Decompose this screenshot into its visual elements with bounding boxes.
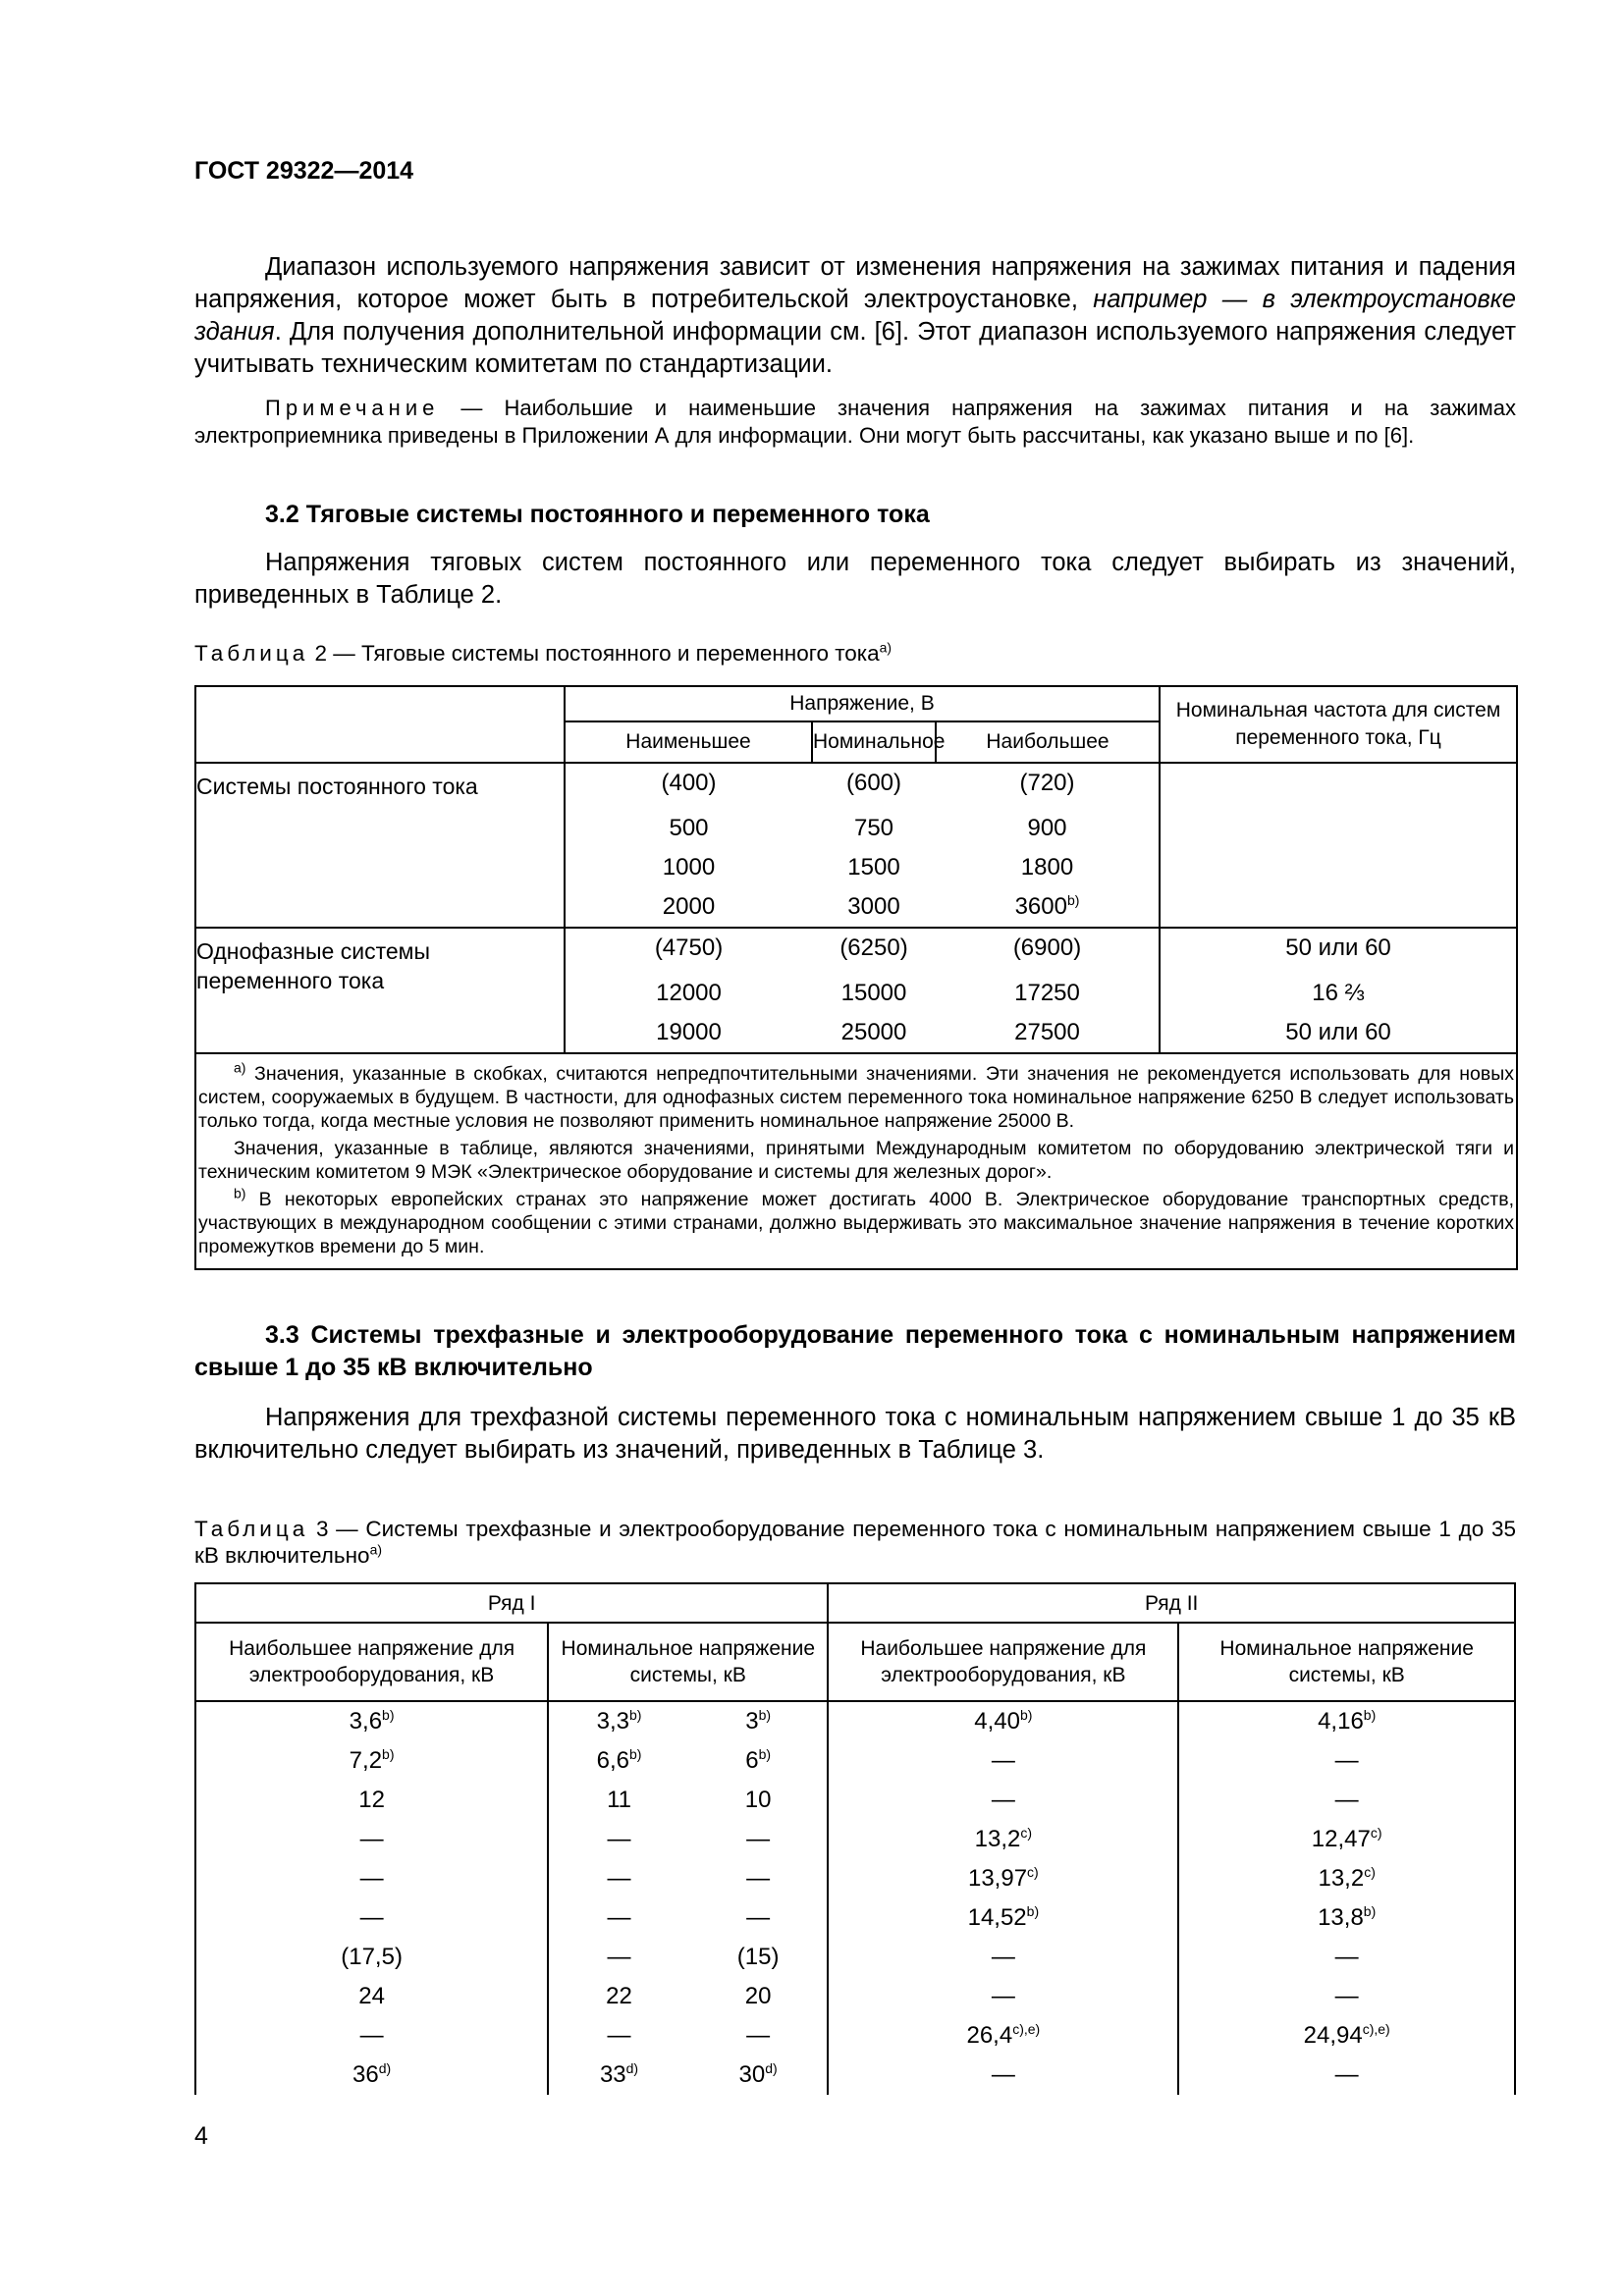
table3-row [195, 1820, 1515, 1859]
table2-dc-nom: (600) [845, 770, 902, 796]
table3-c3-footnote: c),e) [1012, 2021, 1041, 2037]
table3-c4-value: 4,16 [1318, 1708, 1364, 1735]
document-header: ГОСТ 29322—2014 [194, 157, 414, 185]
table3-c2a-footnote: d) [625, 2060, 639, 2076]
table3-c2a-value: 3,3 [596, 1708, 629, 1735]
table3-c1-value: — [359, 2022, 384, 2049]
table2-ac-max: 17250 [1014, 980, 1080, 1006]
table2 [194, 685, 1518, 1270]
table3-c1 [195, 1859, 548, 1898]
table3-c1-value: 24 [358, 1983, 385, 2009]
table3-c3 [828, 2056, 1178, 2095]
table2-dc-freq [1160, 763, 1517, 928]
table3-c3 [828, 1820, 1178, 1859]
table3-c3 [828, 1781, 1178, 1820]
table2-dc-max [936, 763, 1160, 809]
table3-c2b-value: 6 [745, 1747, 759, 1774]
table3-c4 [1178, 1859, 1515, 1898]
table3-row [195, 2056, 1515, 2095]
table2-empty-header [195, 686, 565, 763]
table3-c3 [828, 2016, 1178, 2056]
table3-c3-value: 13,2 [974, 1826, 1021, 1852]
table3-c1 [195, 1898, 548, 1938]
note-paragraph [194, 395, 1516, 450]
table3-c3-footnote: c) [1027, 1864, 1039, 1880]
table3-c1-value: (17,5) [341, 1944, 403, 1970]
table2-dc-min: 500 [669, 815, 709, 841]
table3-c3 [828, 1898, 1178, 1938]
table3-row [195, 1701, 1515, 1741]
table3-c2b [689, 2056, 829, 2095]
table3-c1-footnote: b) [382, 1746, 395, 1762]
table3-caption-text: 3 — Системы трехфазные и электрооборудование переменного тока с номинальным напряжением свыше 1 до 35 кВ включительно [194, 1517, 1516, 1568]
table2-dc-nom: 3000 [847, 893, 900, 920]
table2-ac-label: Однофазные системы переменного тока [195, 928, 565, 1053]
table3-c2b-value: — [746, 1904, 771, 1931]
table3-c3-value: — [991, 2061, 1015, 2088]
table3-c2a [548, 1938, 689, 1977]
table2-ac-nom: 15000 [840, 980, 907, 1006]
table3-c4-footnote: c) [1370, 1825, 1382, 1841]
table2-dc-max-value: 900 [1027, 815, 1067, 841]
table3-c3 [828, 1701, 1178, 1741]
table2-header-max: Наибольшее [936, 721, 1160, 763]
table3-header-row1: Ряд I [195, 1583, 828, 1623]
table3-c1-value: 36 [352, 2061, 379, 2088]
table2-dc-max [936, 887, 1160, 928]
table3-caption [194, 1516, 1516, 1569]
table3-c3-footnote: b) [1026, 1903, 1040, 1919]
table3-c2a-value: 6,6 [596, 1747, 629, 1774]
table3-c4 [1178, 1898, 1515, 1938]
table2-header-voltage: Напряжение, В [565, 686, 1160, 721]
table2-dc-max [936, 809, 1160, 848]
table3-c2b-value: — [746, 1826, 771, 1852]
table3-c2b [689, 1741, 829, 1781]
table3-c2a [548, 1898, 689, 1938]
table2-note-b [198, 1185, 1514, 1258]
table3-row [195, 1977, 1515, 2016]
table3-header-c4: Номинальное напряжение системы, кВ [1178, 1623, 1515, 1701]
page-number: 4 [194, 2122, 208, 2150]
table3-c2a [548, 2016, 689, 2056]
table2-ac-min: 12000 [656, 980, 722, 1006]
table3-c2a-value: — [607, 2022, 631, 2049]
table3-c4-value: — [1334, 1747, 1359, 1774]
table2-dc-label: Системы постоянного тока [195, 763, 565, 928]
table3-c4 [1178, 1741, 1515, 1781]
table3-c2b-footnote: b) [758, 1707, 772, 1723]
table3-c2a-value: — [607, 1904, 631, 1931]
table3-header-row2: Ряд II [828, 1583, 1515, 1623]
table2-dc-max-value: 1800 [1020, 854, 1074, 881]
table3-c1 [195, 1938, 548, 1977]
table3-c2b [689, 1701, 829, 1741]
section-3-3 [194, 1319, 1516, 1467]
table2-note-a-mark: a) [234, 1059, 246, 1076]
intro-text: Диапазон используемого напряжения зависит от изменения напряжения на зажимах питания и падения напряжения, которое может быть в потребительской электроустановке, [194, 253, 1516, 313]
intro-paragraph [194, 251, 1516, 381]
table3-c3-value: 13,97 [967, 1865, 1028, 1892]
table3-c1-value: — [359, 1826, 384, 1852]
table3-c4-value: 13,8 [1318, 1904, 1364, 1931]
table3-row [195, 1741, 1515, 1781]
table3-c3-value: 26,4 [966, 2022, 1013, 2049]
table3-c4 [1178, 2016, 1515, 2056]
table3-c2a-value: — [607, 1826, 631, 1852]
section-3-3-paragraph: Напряжения для трехфазной системы переменного тока с номинальным напряжением свыше 1 до 35 кВ включительно следует выбирать из значений, приведенных в Таблице 3. [194, 1404, 1516, 1464]
table3-header-c3: Наибольшее напряжение для электрооборудования, кВ [828, 1623, 1178, 1701]
table3-c3-value: — [991, 1983, 1015, 2009]
table2-dc-min: (400) [661, 770, 717, 796]
section-3-2-paragraph: Напряжения тяговых систем постоянного или переменного тока следует выбирать из значений, приведенных в Таблице 2. [194, 549, 1516, 609]
table3-c4-footnote: c) [1364, 1864, 1376, 1880]
table2-header-nom: Номинальное [812, 721, 936, 763]
table3-c2b-value: 20 [744, 1983, 772, 2009]
table3-c4-value: 13,2 [1318, 1865, 1365, 1892]
table3-c1 [195, 2056, 548, 2095]
table3-c4-value: — [1334, 1983, 1359, 2009]
table3-c4-value: — [1334, 1944, 1359, 1970]
table3-c2a [548, 1977, 689, 2016]
table3-c2b [689, 1898, 829, 1938]
table3-c2b-value: 10 [744, 1787, 772, 1813]
table2-ac-freq: 16 ⅔ [1160, 974, 1517, 1013]
table3 [194, 1582, 1516, 2095]
table3-c1-footnote: b) [382, 1707, 395, 1723]
note-text: — Наибольшие и наименьшие значения напряжения на зажимах питания и на зажимах электроприемника приведены в Приложении А для информации. Они могут быть рассчитаны, как указано выше и по [6]. [194, 396, 1516, 448]
table3-c2a [548, 1781, 689, 1820]
table3-c3 [828, 1977, 1178, 2016]
table3-c1 [195, 1820, 548, 1859]
note-section [194, 395, 1516, 450]
table2-note-b-text: В некоторых европейских странах это напряжение может достигать 4000 В. Электрическое оборудование транспортных средств, участвующих в международном сообщении с этими странами, должно выдерживать это максимальное значение напряжения в течение коротких промежутков времени до 5 мин. [198, 1189, 1514, 1257]
table3-c2b [689, 1938, 829, 1977]
table3-c3-value: — [991, 1944, 1015, 1970]
table3-c4-value: 24,94 [1303, 2022, 1363, 2049]
table3-c2a [548, 1701, 689, 1741]
table3-c2a [548, 1741, 689, 1781]
table3-c2b [689, 1820, 829, 1859]
table3-c3-value: 4,40 [974, 1708, 1020, 1735]
table3-row [195, 1938, 1515, 1977]
table3-c1 [195, 1781, 548, 1820]
table2-caption-text: 2 — Тяговые системы постоянного и переменного тока [308, 641, 880, 666]
table3-c3-footnote: b) [1019, 1707, 1033, 1723]
table3-c1 [195, 2016, 548, 2056]
table2-ac-nom: 25000 [840, 1019, 907, 1045]
table3-c3 [828, 1938, 1178, 1977]
table3-body [195, 1701, 1515, 2095]
table3-c2b-value: 30 [738, 2061, 766, 2088]
table3-c4 [1178, 1938, 1515, 1977]
table2-ac-nom: (6250) [812, 928, 936, 974]
table3-c3 [828, 1741, 1178, 1781]
table3-c2b [689, 2016, 829, 2056]
table3-c2a-value: 11 [607, 1787, 631, 1813]
table3-c1-value: — [359, 1904, 384, 1931]
table3-c2a [548, 2056, 689, 2095]
table3-c2a-value: 22 [606, 1983, 632, 2009]
table3-c2b-value: (15) [736, 1944, 780, 1970]
table3-c4-value: 12,47 [1311, 1826, 1371, 1852]
table2-dc-max-value: 3600 [1014, 893, 1067, 920]
table2-dc-nom: 750 [853, 815, 894, 841]
table3-c4 [1178, 1781, 1515, 1820]
table3-c2b-footnote: b) [758, 1746, 772, 1762]
table3-c2b [689, 1781, 829, 1820]
table2-note-2: Значения, указанные в таблице, являются значениями, принятыми Международным комитетом по оборудованию электрической тяги и техническим комитетом 9 МЭК «Электрическое оборудование и системы для железных дорог». [198, 1138, 1514, 1183]
table2-ac-max: (6900) [936, 928, 1160, 974]
table2-note-b-mark: b) [234, 1185, 246, 1201]
section-3-2-title: 3.2 Тяговые системы постоянного и переменного тока [265, 501, 930, 528]
table3-c2b-value: 3 [745, 1708, 759, 1735]
table3-c4-value: — [1334, 1787, 1359, 1813]
table2-footnotes [195, 1053, 1517, 1269]
table2-ac-max: 27500 [1014, 1019, 1080, 1045]
table2-ac-group [195, 928, 1517, 1053]
table2-ac-freq: 50 или 60 [1160, 928, 1517, 974]
table2-ac-row [195, 928, 1517, 974]
table2-dc-row [195, 763, 1517, 809]
table3-c2b-footnote: d) [765, 2060, 778, 2076]
table2-caption-footnote: a) [879, 639, 893, 656]
table3-c4-footnote: b) [1363, 1707, 1377, 1723]
table3-c3 [828, 1859, 1178, 1898]
table3-c4-footnote: c),e) [1362, 2021, 1390, 2037]
table3-c3-value: — [991, 1747, 1015, 1774]
table2-note-a [198, 1059, 1514, 1133]
table3-c2a [548, 1859, 689, 1898]
table2-caption-label: Таблица [194, 641, 309, 666]
table3-c2a-value: — [607, 1944, 631, 1970]
table3-c4 [1178, 1701, 1515, 1741]
table3-c4 [1178, 1820, 1515, 1859]
intro-italic: например — в электроустановке здания [194, 286, 1516, 346]
table3-c1-value: 7,2 [349, 1747, 383, 1774]
table2-dc-min: 1000 [662, 854, 716, 881]
table2-ac-min: 19000 [656, 1019, 722, 1045]
table3-c4-value: — [1334, 2061, 1359, 2088]
table2-dc-max-footnote: b) [1066, 892, 1080, 908]
section-3-2 [194, 499, 1516, 612]
table3-c4 [1178, 1977, 1515, 2016]
note-label: Примечание [265, 396, 440, 420]
table3-c1-value: 12 [358, 1787, 385, 1813]
table3-c2b-value: — [746, 2022, 771, 2049]
table2-header-min: Наименьшее [565, 721, 812, 763]
table3-c4-footnote: b) [1363, 1903, 1377, 1919]
table3-c1 [195, 1741, 548, 1781]
table3-c1-value: — [359, 1865, 384, 1892]
table2-dc-max-value: (720) [1019, 770, 1075, 796]
table3-row [195, 1898, 1515, 1938]
intro-section [194, 251, 1516, 381]
table2-ac-freq: 50 или 60 [1160, 1013, 1517, 1053]
table2-dc-group [195, 763, 1517, 928]
table3-c1 [195, 1701, 548, 1741]
table2-note-a-text: Значения, указанные в скобках, считаются непредпочтительными значениями. Эти значения не рекомендуется использовать для новых систем, сооружаемых в будущем. В частности, для однофазных систем переменного тока номинальное напряжение 6250 В следует использовать только тогда, когда местные условия не позволяют применить номинальное напряжение 25000 В. [198, 1063, 1514, 1132]
table2-header-frequency: Номинальная частота для систем переменного тока, Гц [1160, 686, 1517, 763]
table3-c1-footnote: d) [378, 2060, 392, 2076]
table3-row [195, 2016, 1515, 2056]
table2-dc-max [936, 848, 1160, 887]
table3-header-c1: Наибольшее напряжение для электрооборудования, кВ [195, 1623, 548, 1701]
table3-c1-value: 3,6 [349, 1708, 383, 1735]
table3-c3-value: 14,52 [967, 1904, 1027, 1931]
table3-c1 [195, 1977, 548, 2016]
table3-c2a-value: 33 [599, 2061, 626, 2088]
table2-dc-nom: 1500 [847, 854, 900, 881]
table3-c3-value: — [991, 1787, 1015, 1813]
table2-caption [194, 640, 1516, 667]
section-3-3-title: 3.3 Системы трехфазные и электрооборудование переменного тока с номинальным напряжением свыше 1 до 35 кВ включительно [194, 1321, 1516, 1381]
table2-dc-min: 2000 [662, 893, 716, 920]
table3-c2b [689, 1859, 829, 1898]
table3-caption-footnote: a) [369, 1541, 383, 1558]
table3-c2b [689, 1977, 829, 2016]
table3-row [195, 1781, 1515, 1820]
table3-c2a [548, 1820, 689, 1859]
table3-row [195, 1859, 1515, 1898]
table3-c2a-value: — [607, 1865, 631, 1892]
table3-c2a-footnote: b) [628, 1746, 642, 1762]
intro-text-end: . Для получения дополнительной информации см. [6]. Этот диапазон используемого напряжения следует учитывать техническим комитетам по стандартизации. [194, 318, 1516, 378]
table2-ac-min: (4750) [565, 928, 812, 974]
table3-c2a-footnote: b) [628, 1707, 642, 1723]
table3-c3-footnote: c) [1020, 1825, 1033, 1841]
table3-c4 [1178, 2056, 1515, 2095]
table3-caption-label: Таблица [194, 1517, 309, 1541]
table3-header-c2: Номинальное напряжение системы, кВ [548, 1623, 828, 1701]
table3-c2b-value: — [746, 1865, 771, 1892]
